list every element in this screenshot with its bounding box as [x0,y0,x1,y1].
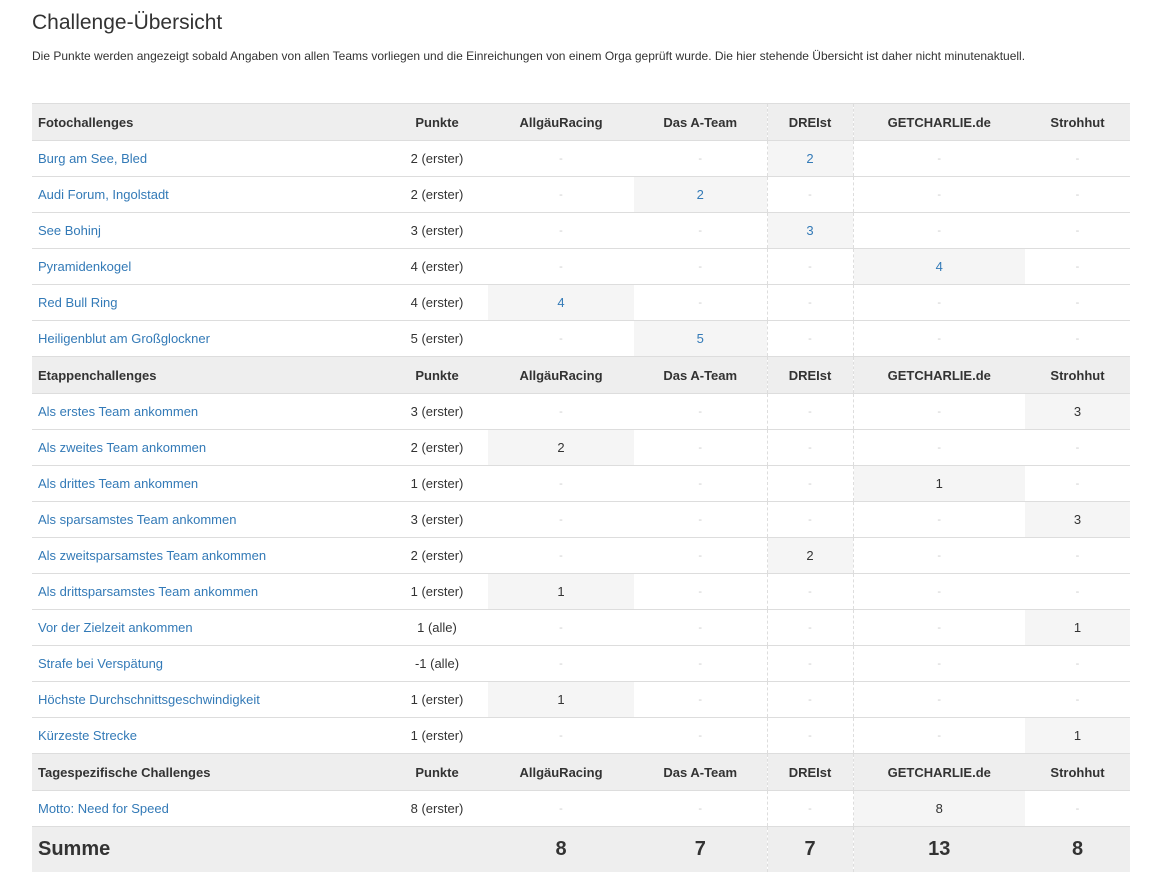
team-score-empty: - [1025,466,1130,502]
team-score-empty: - [1025,177,1130,213]
column-header-team: GETCHARLIE.de [853,104,1025,141]
team-score-empty: - [853,285,1025,321]
challenge-name-cell [32,141,386,177]
challenge-points: 4 (erster) [386,249,488,285]
column-header-team: Das A-Team [634,754,767,791]
team-score-empty: - [853,430,1025,466]
column-header-team: AllgäuRacing [488,357,634,394]
team-score-empty: - [767,646,853,682]
team-score: 1 [1025,718,1130,754]
team-score-empty: - [767,177,853,213]
column-header-team: DREIst [767,754,853,791]
team-score: 3 [1025,502,1130,538]
team-score: 8 [853,791,1025,827]
challenge-row [32,430,1130,466]
challenge-points: 3 (erster) [386,213,488,249]
team-score-empty: - [634,538,767,574]
team-score-empty: - [767,430,853,466]
team-score-empty: - [767,249,853,285]
challenge-link[interactable]: Höchste Durchschnittsgeschwindigkeit [38,692,260,707]
challenge-link[interactable]: See Bohinj [38,223,101,238]
section-title: Etappenchallenges [32,357,386,394]
team-score-empty: - [634,574,767,610]
summary-row [32,827,1130,873]
team-score-empty: - [634,682,767,718]
column-header-team: GETCHARLIE.de [853,357,1025,394]
team-score: 1 [488,682,634,718]
challenge-link[interactable]: Als zweites Team ankommen [38,440,207,455]
challenge-row [32,682,1130,718]
challenge-name-cell [32,285,386,321]
team-score-empty: - [634,646,767,682]
team-score-empty: - [488,791,634,827]
section-title: Fotochallenges [32,104,386,141]
column-header-team: Das A-Team [634,104,767,141]
column-header-team: Strohhut [1025,104,1130,141]
column-header-points: Punkte [386,754,488,791]
team-score: 2 [634,177,767,213]
column-header-team: GETCHARLIE.de [853,754,1025,791]
challenge-points: 3 (erster) [386,502,488,538]
challenge-points: 3 (erster) [386,394,488,430]
challenge-points: 8 (erster) [386,791,488,827]
challenge-name-cell [32,394,386,430]
team-score-empty: - [767,285,853,321]
challenge-name-cell [32,718,386,754]
team-score-empty: - [488,177,634,213]
team-score-empty: - [767,682,853,718]
challenge-name-cell [32,646,386,682]
team-score-empty: - [853,394,1025,430]
challenge-row [32,502,1130,538]
team-score-empty: - [488,213,634,249]
challenge-link[interactable]: Red Bull Ring [38,295,118,310]
team-score-empty: - [488,646,634,682]
team-score-empty: - [1025,321,1130,357]
challenge-name-cell [32,213,386,249]
challenge-points: 1 (erster) [386,682,488,718]
team-score-empty: - [767,574,853,610]
team-score-empty: - [634,502,767,538]
team-score-empty: - [853,141,1025,177]
challenge-row [32,538,1130,574]
team-score: 4 [853,249,1025,285]
team-score-empty: - [853,177,1025,213]
summary-points-empty [386,827,488,873]
team-score-empty: - [488,466,634,502]
challenge-link[interactable]: Strafe bei Verspätung [38,656,164,671]
team-score-empty: - [853,538,1025,574]
team-score-empty: - [1025,285,1130,321]
challenge-link[interactable]: Pyramidenkogel [38,259,132,274]
team-score-empty: - [1025,682,1130,718]
team-score-empty: - [634,213,767,249]
team-score-empty: - [634,141,767,177]
team-score-empty: - [853,718,1025,754]
team-score-empty: - [1025,430,1130,466]
challenge-points: 2 (erster) [386,538,488,574]
team-score-empty: - [488,141,634,177]
team-total: 7 [634,827,767,873]
challenge-name-cell [32,502,386,538]
challenge-link[interactable]: Vor der Zielzeit ankommen [38,620,193,635]
challenge-row [32,141,1130,177]
challenge-points: 2 (erster) [386,177,488,213]
team-score-empty: - [634,249,767,285]
challenge-points: -1 (alle) [386,646,488,682]
team-score-empty: - [488,249,634,285]
team-score: 2 [767,141,853,177]
team-score-empty: - [1025,791,1130,827]
team-score-empty: - [488,610,634,646]
team-score-empty: - [634,394,767,430]
challenge-points: 2 (erster) [386,141,488,177]
team-score-empty: - [767,610,853,646]
challenge-row [32,213,1130,249]
section-header-row [32,104,1130,141]
column-header-team: AllgäuRacing [488,754,634,791]
team-score: 3 [767,213,853,249]
team-score-empty: - [853,502,1025,538]
challenge-points: 1 (erster) [386,718,488,754]
challenge-row [32,177,1130,213]
challenge-link[interactable]: Kürzeste Strecke [38,728,137,743]
team-score-empty: - [634,718,767,754]
challenge-points: 1 (erster) [386,574,488,610]
challenge-row [32,466,1130,502]
challenge-row [32,321,1130,357]
team-score-empty: - [853,321,1025,357]
team-score-empty: - [488,538,634,574]
challenge-table [32,103,1130,872]
challenge-row [32,249,1130,285]
challenge-name-cell [32,791,386,827]
team-score: 4 [488,285,634,321]
team-score-empty: - [1025,646,1130,682]
team-score-empty: - [488,394,634,430]
column-header-points: Punkte [386,104,488,141]
team-score-empty: - [1025,249,1130,285]
challenge-row [32,791,1130,827]
column-header-team: DREIst [767,104,853,141]
column-header-team: DREIst [767,357,853,394]
team-score: 1 [853,466,1025,502]
team-score: 3 [1025,394,1130,430]
team-score-empty: - [1025,538,1130,574]
team-total: 7 [767,827,853,873]
intro-text: Die Punkte werden angezeigt sobald Angaben von allen Teams vorliegen und die Einreichungen von einem Orga geprüft wurde. Die hier stehende Übersicht ist daher nicht minutenaktuell. [32,49,1026,63]
team-total: 13 [853,827,1025,873]
team-score-empty: - [1025,574,1130,610]
column-header-team: Strohhut [1025,754,1130,791]
challenge-link[interactable]: Motto: Need for Speed [38,801,169,816]
challenge-name-cell [32,466,386,502]
section-title: Tagespezifische Challenges [32,754,386,791]
challenge-points: 2 (erster) [386,430,488,466]
challenge-name-cell [32,321,386,357]
team-score-empty: - [853,610,1025,646]
challenge-row [32,718,1130,754]
team-score-empty: - [634,466,767,502]
section-header-row [32,754,1130,791]
page-title: Challenge-Übersicht [32,11,223,34]
team-total: 8 [488,827,634,873]
column-header-team: Strohhut [1025,357,1130,394]
team-score-empty: - [767,502,853,538]
challenge-row [32,394,1130,430]
challenge-link[interactable]: Als drittsparsamstes Team ankommen [38,584,259,599]
team-score: 1 [1025,610,1130,646]
challenge-name-cell [32,682,386,718]
challenge-link[interactable]: Als drittes Team ankommen [38,476,199,491]
team-score: 5 [634,321,767,357]
challenge-row [32,610,1130,646]
team-score-empty: - [767,791,853,827]
challenge-name-cell [32,177,386,213]
challenge-points: 1 (alle) [386,610,488,646]
challenge-name-cell [32,249,386,285]
challenge-table-body [32,104,1130,873]
team-score-empty: - [634,430,767,466]
team-score-empty: - [634,610,767,646]
team-score-empty: - [853,682,1025,718]
team-score-empty: - [1025,141,1130,177]
team-score: 2 [767,538,853,574]
challenge-points: 5 (erster) [386,321,488,357]
challenge-link[interactable]: Burg am See, Bled [38,151,148,166]
team-score-empty: - [488,502,634,538]
challenge-name-cell [32,574,386,610]
team-score-empty: - [767,394,853,430]
challenge-link[interactable]: Audi Forum, Ingolstadt [38,187,169,202]
challenge-link[interactable]: Als sparsamstes Team ankommen [38,512,237,527]
team-score-empty: - [634,791,767,827]
column-header-points: Punkte [386,357,488,394]
team-score-empty: - [1025,213,1130,249]
team-score-empty: - [634,285,767,321]
challenge-row [32,646,1130,682]
challenge-points: 4 (erster) [386,285,488,321]
team-score: 1 [488,574,634,610]
team-score-empty: - [853,213,1025,249]
team-score-empty: - [488,718,634,754]
summary-label: Summe [32,827,386,873]
challenge-name-cell [32,430,386,466]
team-score: 2 [488,430,634,466]
section-header-row [32,357,1130,394]
challenge-link[interactable]: Als zweitsparsamstes Team ankommen [38,548,267,563]
column-header-team: Das A-Team [634,357,767,394]
challenge-link[interactable]: Heiligenblut am Großglockner [38,331,210,346]
challenge-row [32,574,1130,610]
team-total: 8 [1025,827,1130,873]
team-score-empty: - [767,718,853,754]
challenge-link[interactable]: Als erstes Team ankommen [38,404,199,419]
challenge-points: 1 (erster) [386,466,488,502]
team-score-empty: - [853,646,1025,682]
column-header-team: AllgäuRacing [488,104,634,141]
challenge-name-cell [32,538,386,574]
team-score-empty: - [767,466,853,502]
team-score-empty: - [767,321,853,357]
challenge-name-cell [32,610,386,646]
team-score-empty: - [488,321,634,357]
team-score-empty: - [853,574,1025,610]
challenge-row [32,285,1130,321]
